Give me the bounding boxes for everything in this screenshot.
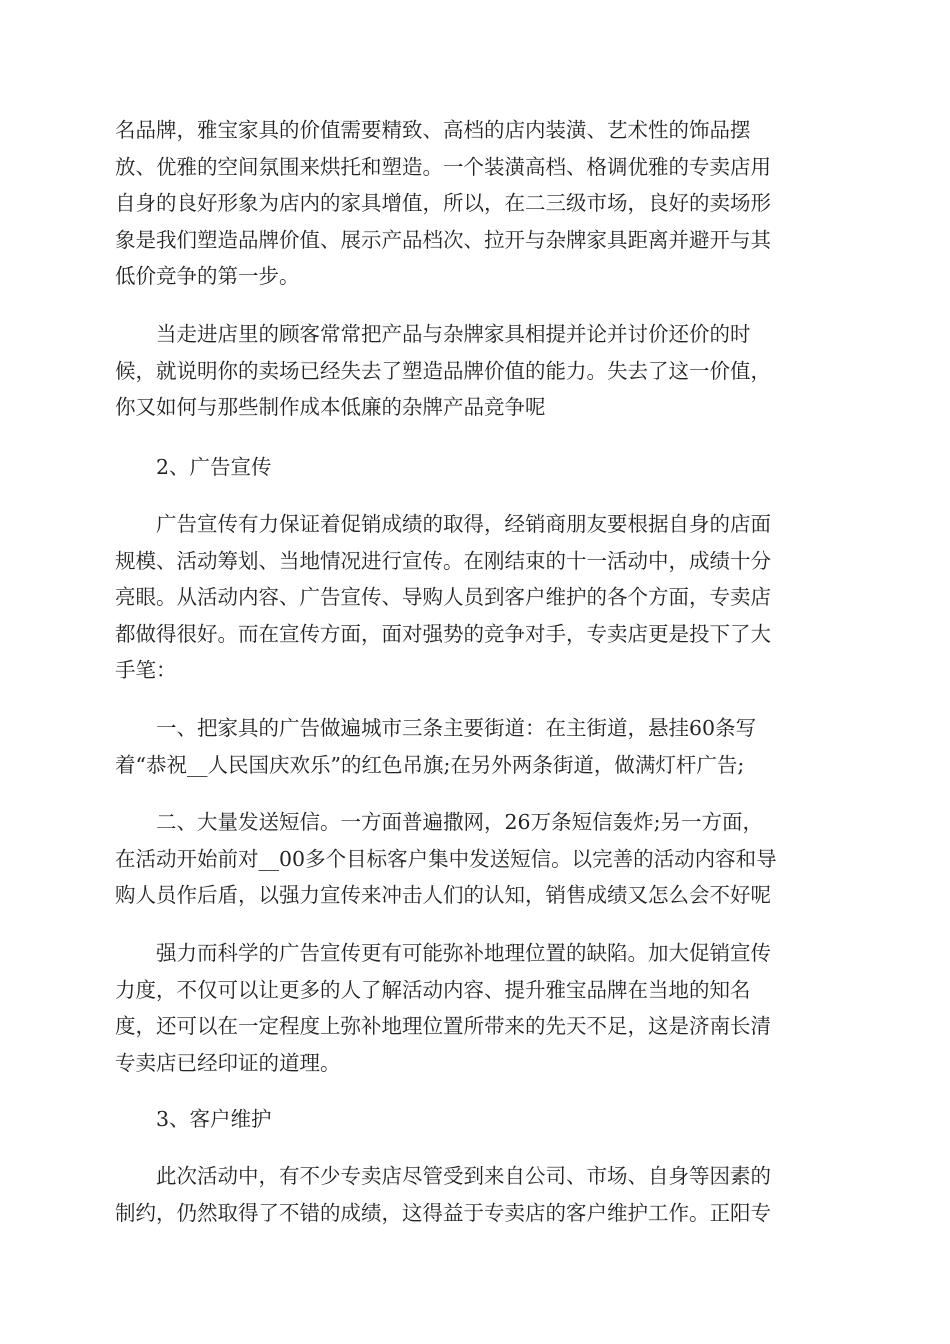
paragraph-customer-care [115, 1158, 835, 1231]
text-line: 一、把家具的广告做遍城市三条主要街道：在主街道，悬挂60条写 [115, 716, 757, 740]
text-line: 专卖店已经印证的道理。 [115, 1050, 341, 1075]
text-line: 都做得很好。而在宣传方面，面对强势的竞争对手，专卖店更是投下了大 [115, 621, 771, 646]
text-line: 当走进店里的顾客常常把产品与杂牌家具相提并论并讨价还价的时 [115, 322, 751, 346]
paragraph-customer-bargain [115, 316, 835, 426]
text-line: 你又如何与那些制作成本低廉的杂牌产品竞争呢 [115, 395, 546, 419]
text-line: 力度，不仅可以让更多的人了解活动内容、提升雅宝品牌在当地的知名 [115, 977, 751, 1002]
text-line: 着“恭祝__人民国庆欢乐”的红色吊旗;在另外两条街道，做满灯杆广告; [115, 752, 745, 777]
text-line: 亮眼。从活动内容、广告宣传、导购人员到客户维护的各个方面，专卖店 [115, 585, 771, 609]
section-heading-advertising [115, 449, 835, 486]
section-heading-customer-care [115, 1101, 835, 1138]
paragraph-sms [115, 804, 835, 914]
text-line: 象是我们塑造品牌价值、展示产品档次、拉开与杂牌家具距离并避开与其 [115, 227, 771, 252]
text-line: 自身的良好形象为店内的家具增值，所以，在二三级市场，良好的卖场形 [115, 191, 771, 215]
text-line: 名品牌，雅宝家具的价值需要精致、高档的店内装潢、艺术性的饰品摆 [115, 118, 751, 142]
text-line: 此次活动中，有不少专卖店尽管受到来自公司、市场、自身等因素的 [115, 1164, 771, 1188]
text-line: 购人员作后盾，以强力宣传来冲击人们的认知，销售成绩又怎么会不好呢 [115, 883, 771, 907]
text-line: 度，还可以在一定程度上弥补地理位置所带来的先天不足，这是济南长清 [115, 1014, 771, 1038]
text-line: 广告宣传有力保证着促销成绩的取得，经销商朋友要根据自身的店面 [115, 512, 771, 536]
text-line: 在活动开始前对__00多个目标客户集中发送短信。以完善的活动内容和导 [115, 846, 777, 871]
text-line: 规模、活动筹划、当地情况进行宣传。在刚结束的十一活动中，成绩十分 [115, 548, 771, 573]
text-line: 强力而科学的广告宣传更有可能弥补地理位置的缺陷。加大促销宣传 [115, 941, 771, 965]
paragraph-advertising [115, 506, 835, 689]
text-line: 3、客户维护 [115, 1107, 272, 1131]
text-line: 制约，仍然取得了不错的成绩，这得益于专卖店的客户维护工作。正阳专 [115, 1200, 771, 1225]
paragraph-brand-value [115, 112, 835, 295]
text-line: 二、大量发送短信。一方面普遍撒网，26万条短信轰炸;另一方面， [115, 810, 763, 834]
text-line: 手笔： [115, 658, 177, 682]
text-line: 放、优雅的空间氛围来烘托和塑造。一个装潢高档、格调优雅的专卖店用 [115, 154, 771, 179]
paragraph-street-ads [115, 710, 835, 783]
text-line: 低价竞争的第一步。 [115, 264, 300, 288]
paragraph-location [115, 935, 835, 1081]
text-line: 2、广告宣传 [115, 455, 272, 479]
text-line: 候，就说明你的卖场已经失去了塑造品牌价值的能力。失去了这一价值， [115, 358, 771, 383]
